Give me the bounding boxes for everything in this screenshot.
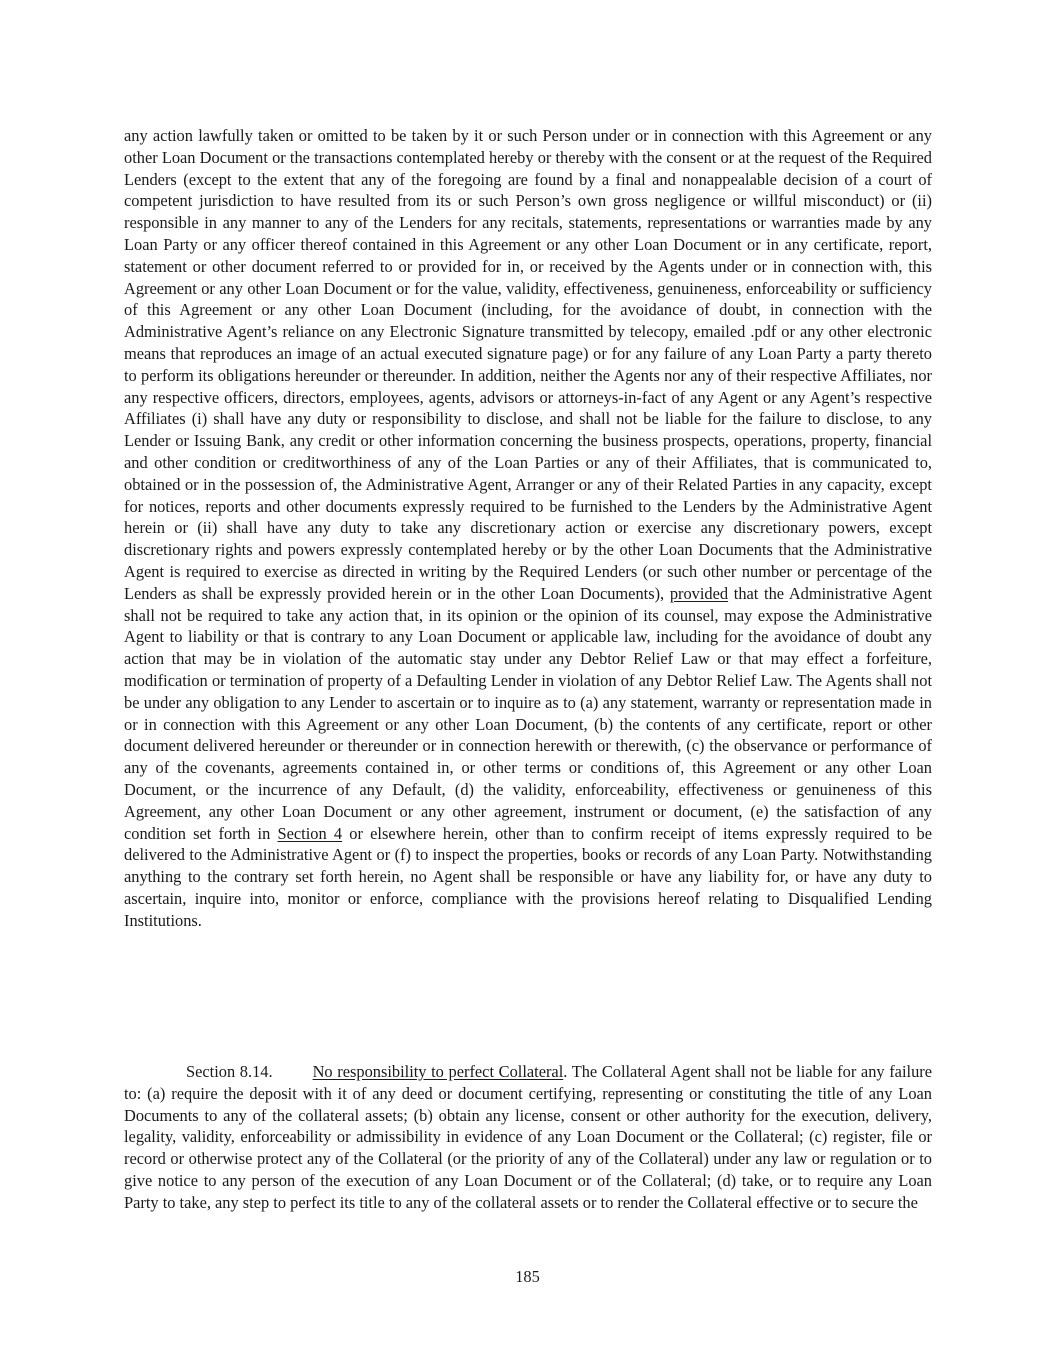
section-heading: No responsibility to perfect Collateral	[312, 1062, 564, 1081]
paragraph-text: any action lawfully taken or omitted to be taken by it or such Person under or in connection with this Agreement or any other Loan Document or the transactions contemplated hereby or thereby with the consent or at the request of the Required Lenders (except to the extent that any of the foregoing are found by a final and nonappealable decision of a court of competent jurisdiction to have resulted from its or such Person’s own gross negligence or willful misconduct) or (ii) responsible in any manner to any of the Lenders for any recitals, statements, representations or warranties made by any Loan Party or any officer thereof contained in this Agreement or any other Loan Document or in any certificate, report, statement or other document referred to or provided for in, or received by the Agents under or in connection with, this Agreement or any other Loan Document or for the value, validity, effectiveness, genuineness, enforceability or sufficiency of this Agreement or any other Loan Document (including, for the avoidance of doubt, in connection with the Administrative Agent’s reliance on any Electronic Signature transmitted by telecopy, emailed .pdf or any other electronic means that reproduces an image of an actual executed signature page) or for any failure of any Loan Party a party thereto to perform its obligations hereunder or thereunder. In addition, neither the Agents nor any of their respective Affiliates, nor any respective officers, directors, employees, agents, advisors or attorneys-in-fact of any Agent or any Agent’s respective Affiliates (i) shall have any duty or responsibility to disclose, and shall not be liable for the failure to disclose, to any Lender or Issuing Bank, any credit or other information concerning the business prospects, operations, property, financial and other condition or creditworthiness of any of the Loan Parties or any of their Affiliates, that is communicated to, obtained or in the possession of, the Administrative Agent, Arranger or any of their Related Parties in any capacity, except for notices, reports and other documents expressly required to be furnished to the Lenders by the Administrative Agent herein or (ii) shall have any duty to take any discretionary action or exercise any discretionary powers, except discretionary rights and powers expressly contemplated hereby or by the other Loan Documents that the Administrative Agent is required to exercise as directed in writing by the Required Lenders (or such other number or percentage of the Lenders as shall be expressly provided herein or in the other Loan Documents),	[124, 126, 932, 603]
section-4-reference: Section 4	[277, 823, 343, 843]
section-8-14-paragraph	[124, 1061, 932, 1214]
paragraph-text: that the Administrative Agent shall not be required to take any action that, in its opinion or the opinion of its counsel, may expose the Administrative Agent to liability or that is contrary to any Loan Document or applicable law, including for the avoidance of doubt any action that may be in violation of the automatic stay under any Debtor Relief Law or that may effect a forfeiture, modification or termination of property of a Defaulting Lender in violation of any Debtor Relief Law. The Agents shall not be under any obligation to any Lender to ascertain or to inquire as to (a) any statement, warranty or representation made in or in connection with this Agreement or any other Loan Document, (b) the contents of any certificate, report or other document delivered hereunder or thereunder or in connection herewith or therewith, (c) the observance or performance of any of the covenants, agreements contained in, or other terms or conditions of, this Agreement or any other Loan Document, or the incurrence of any Default, (d) the validity, enforceability, effectiveness or genuineness of this Agreement, any other Loan Document or any other agreement, instrument or document, (e) the satisfaction of any condition set forth in	[124, 583, 932, 843]
section-number: Section 8.14.	[186, 1062, 273, 1081]
paragraph-text: or elsewhere herein, other than to confirm receipt of items expressly required to be delivered to the Administrative Agent or (f) to inspect the properties, books or records of any Loan Party. Notwithstanding anything to the contrary set forth herein, no Agent shall be responsible or have any liability for, or have any duty to ascertain, inquire into, monitor or enforce, compliance with the provisions hereof relating to Disqualified Lending Institutions.	[124, 823, 932, 930]
page-number: 185	[515, 1267, 540, 1286]
body-paragraph	[124, 125, 932, 931]
provided-defined-term: provided	[669, 583, 729, 603]
section-body-text: . The Collateral Agent shall not be liable for any failure to: (a) require the deposit with it of any deed or document certifying, representing or constituting the title of any Loan Documents to any of the collateral assets; (b) obtain any license, consent or other authority for the execution, delivery, legality, validity, enforceability or admissibility in evidence of any Loan Document or the Collateral; (c) register, file or record or otherwise protect any of the Collateral (or the priority of any of the Collateral) under any law or regulation or to give notice to any person of the execution of any Loan Document or of the Collateral; (d) take, or to require any Loan Party to take, any step to perfect its title to any of the collateral assets or to render the Collateral effective or to secure the	[124, 1062, 932, 1212]
